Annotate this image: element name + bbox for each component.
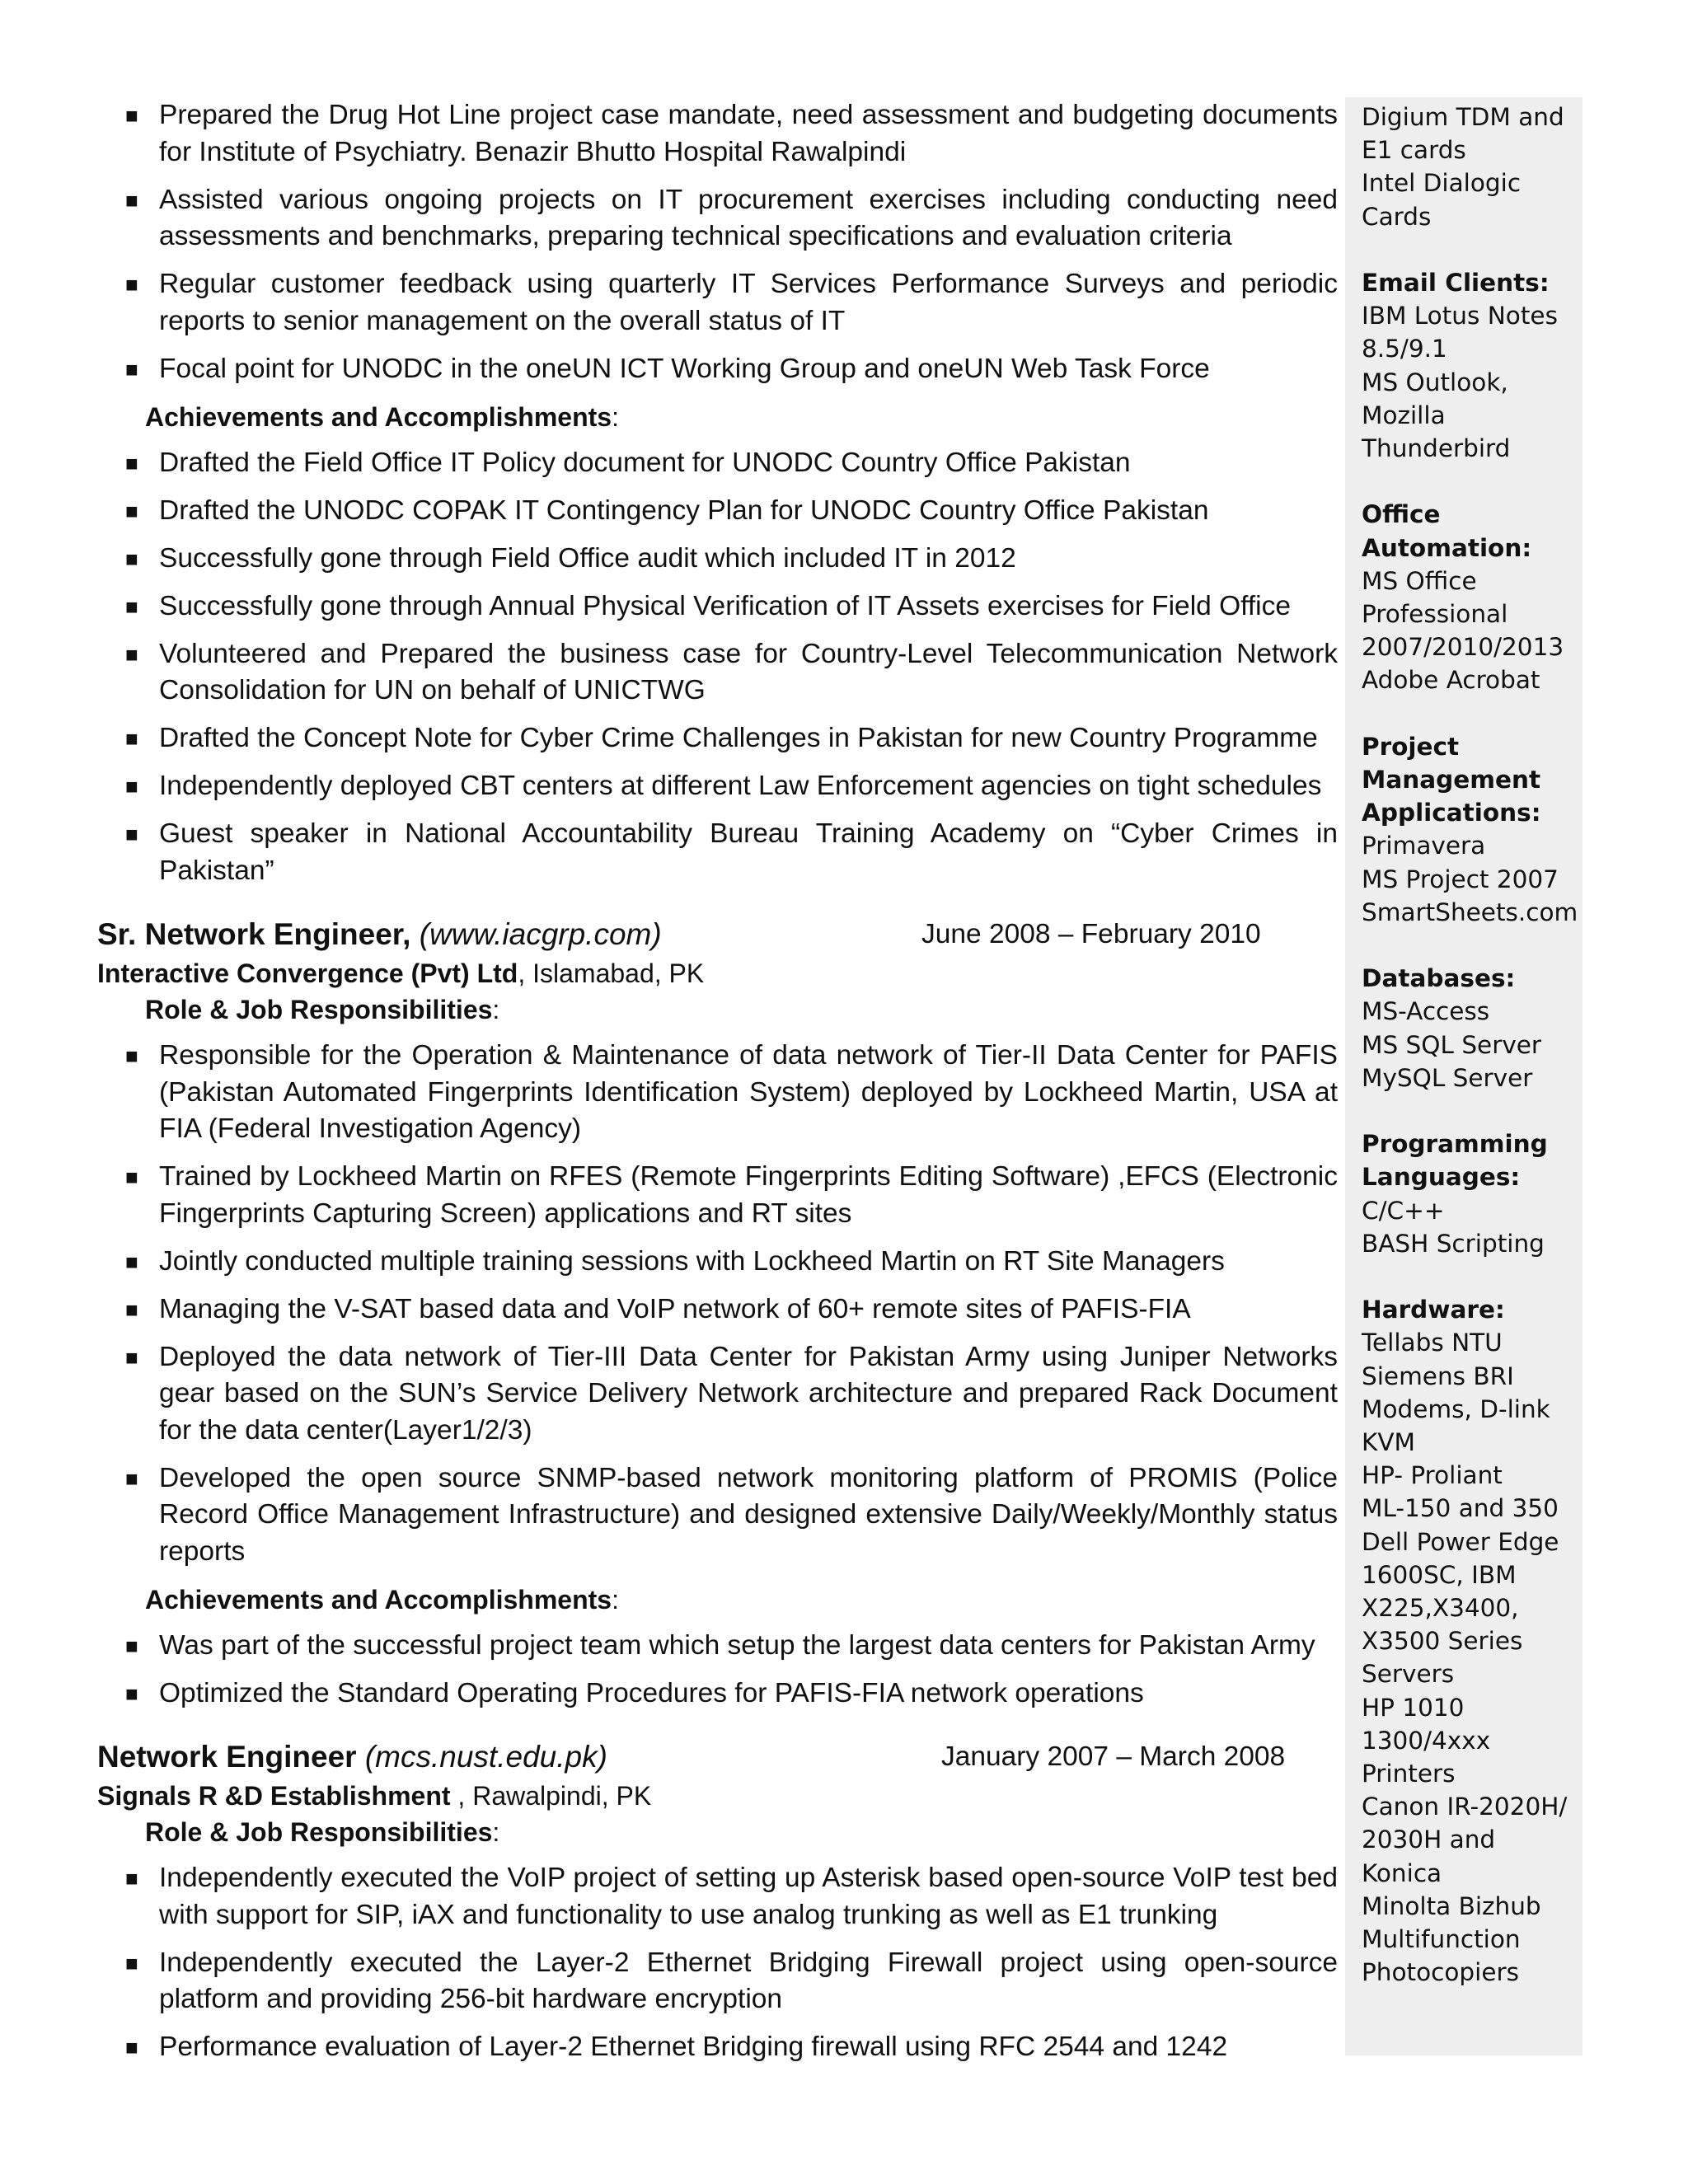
bullet-icon: ■: [125, 774, 138, 799]
sidebar-heading: Hardware:: [1362, 1296, 1505, 1324]
bullet-icon: ■: [125, 2035, 138, 2060]
list-item: ■ Prepared the Drug Hot Line project case mandate, need assessment and budgeting documents for Institute of Psychiatry. Benazir Bhutto Hospital Rawalpindi: [97, 97, 1338, 171]
list-item: ■ Was part of the successful project team which setup the largest data centers for Pakistan Army: [97, 1628, 1338, 1665]
bullet-icon: ■: [125, 1465, 138, 1491]
sidebar-heading: Project: [1362, 732, 1460, 761]
sidebar-heading: Email Clients:: [1362, 269, 1550, 297]
list-item: ■ Deployed the data network of Tier-III Data Center for Pakistan Army using Juniper Networks gear based on the SUN’s Service Delivery Network architecture and prepared Rack Document for the data center(Layer1/2/3): [97, 1339, 1338, 1450]
bullet-icon: ■: [125, 1344, 138, 1370]
responsibilities-list: [97, 1860, 1338, 2066]
list-item: ■ Focal point for UNODC in the oneUN ICT Working Group and oneUN Web Task Force: [97, 351, 1338, 388]
sidebar-group-hardware: Hardware: Tellabs NTU Siemens BRI Modems, D-link KVM HP- Proliant ML-150 and 350 Dell Power Edge 1600SC, IBM X225,X3400, X3500 Series Servers HP 1010 1300/4xxx Printers Canon IR-2020H/ 2030H and Konica Minolta Bizhub Multifunction Photocopiers: [1362, 1293, 1582, 1989]
company-location: , Rawalpindi, PK: [450, 1781, 652, 1811]
company-line: [97, 955, 1338, 991]
list-item: ■ Managing the V-SAT based data and VoIP network of 60+ remote sites of PAFIS-FIA: [97, 1291, 1338, 1329]
bullet-icon: ■: [125, 641, 138, 667]
bullet-icon: ■: [125, 450, 138, 476]
bullet-icon: ■: [125, 1633, 138, 1658]
list-item: ■ Successfully gone through Annual Physical Verification of IT Assets exercises for Field Office: [97, 588, 1338, 626]
list-item: ■ Independently executed the Layer-2 Ethernet Bridging Firewall project using open-source platform and providing 256-bit hardware encryption: [97, 1945, 1338, 2018]
bullet-icon: ■: [125, 726, 138, 751]
resume-main-column: [97, 97, 1338, 2077]
achievements-heading: Achievements and Accomplishments:: [145, 1584, 619, 1615]
sidebar-heading: Office: [1362, 500, 1441, 529]
top-bullet-list: [97, 97, 1338, 387]
list-item: ■ Successfully gone through Field Office audit which included IT in 2012: [97, 541, 1338, 578]
list-item: ■ Developed the open source SNMP-based network monitoring platform of PROMIS (Police Record Office Management Infrastructure) and designed extensive Daily/Weekly/Monthly status reports: [97, 1460, 1338, 1571]
sidebar-group-telephony: Digium TDM and E1 cards Intel Dialogic Cards: [1362, 103, 1564, 231]
bullet-icon: ■: [125, 1950, 138, 1975]
bullet-icon: ■: [125, 187, 138, 213]
sidebar-heading: Applications:: [1362, 799, 1541, 827]
achievements-heading: Achievements and Accomplishments:: [145, 401, 619, 432]
list-item: ■ Regular customer feedback using quarterly IT Services Performance Surveys and periodic reports to senior management on the overall status of IT: [97, 266, 1338, 340]
job-section-iacgrp: [97, 914, 1338, 1712]
list-item: ■ Volunteered and Prepared the business case for Country-Level Telecommunication Network Consolidation for UN on behalf of UNICTWG: [97, 636, 1338, 710]
responsibilities-list: [97, 1038, 1338, 1570]
bullet-icon: ■: [125, 498, 138, 523]
sidebar-group-project-management: Project Management Applications: Primavera MS Project 2007 SmartSheets.com: [1362, 730, 1582, 929]
sidebar-heading: Management: [1362, 766, 1541, 794]
bullet-icon: ■: [125, 1296, 138, 1322]
bullet-icon: ■: [125, 822, 138, 846]
company-location: , Islamabad, PK: [518, 958, 705, 988]
achievements-list: [97, 1628, 1338, 1713]
sidebar-heading: Languages:: [1362, 1163, 1521, 1192]
company-website: (www.iacgrp.com): [419, 917, 662, 951]
bullet-icon: ■: [125, 593, 138, 619]
list-item: ■ Drafted the Field Office IT Policy document for UNODC Country Office Pakistan: [97, 445, 1338, 482]
company-name: Signals R &D Establishment: [97, 1781, 451, 1811]
list-item: ■ Jointly conducted multiple training sessions with Lockheed Martin on RT Site Managers: [97, 1244, 1338, 1281]
list-item: ■ Independently executed the VoIP project of setting up Asterisk based open-source VoIP test bed with support for SIP, iAX and functionality to use analog trunking as well as E1 trunking: [97, 1860, 1338, 1933]
bullet-icon: ■: [125, 1680, 138, 1706]
job-section-nust: [97, 1736, 1338, 2066]
role-heading: Role & Job Responsibilities:: [145, 995, 500, 1024]
sidebar-heading: Databases:: [1362, 964, 1516, 993]
list-item: ■ Drafted the Concept Note for Cyber Crime Challenges in Pakistan for new Country Programme: [97, 720, 1338, 757]
bullet-icon: ■: [125, 1043, 138, 1068]
list-item: ■ Trained by Lockheed Martin on RFES (Remote Fingerprints Editing Software) ,EFCS (Electronic Fingerprints Capturing Screen) applications and RT sites: [97, 1159, 1338, 1232]
list-item: ■ Drafted the UNODC COPAK IT Contingency Plan for UNODC Country Office Pakistan: [97, 493, 1338, 530]
achievements-list: [97, 445, 1338, 890]
job-title: Sr. Network Engineer, (www.iacgrp.com) June 2008 – February 2010: [97, 914, 1338, 955]
list-item: ■ Independently deployed CBT centers at different Law Enforcement agencies on tight schedules: [97, 768, 1338, 805]
bullet-icon: ■: [125, 272, 138, 297]
bullet-icon: ■: [125, 356, 138, 382]
sidebar-heading: Automation:: [1362, 533, 1532, 562]
list-item: ■ Guest speaker in National Accountability Bureau Training Academy on “Cyber Crimes in Pakistan”: [97, 816, 1338, 889]
list-item: ■ Optimized the Standard Operating Procedures for PAFIS-FIA network operations: [97, 1675, 1338, 1713]
sidebar-heading: Programming: [1362, 1130, 1548, 1159]
company-line: [97, 1778, 1338, 1814]
sidebar-group-office-automation: Office Automation: MS Office Professional 2007/2010/2013 Adobe Acrobat: [1362, 498, 1582, 696]
list-item: ■ Assisted various ongoing projects on IT procurement exercises including conducting need assessments and benchmarks, preparing technical specifications and evaluation criteria: [97, 182, 1338, 255]
bullet-icon: ■: [125, 103, 138, 128]
bullet-icon: ■: [125, 546, 138, 571]
role-heading: Role & Job Responsibilities:: [145, 1817, 500, 1847]
skills-sidebar: [1345, 97, 1582, 2055]
sidebar-group-databases: Databases: MS-Access MS SQL Server MySQL Server: [1362, 962, 1582, 1094]
company-name: Interactive Convergence (Pvt) Ltd: [97, 958, 518, 988]
job-dates: June 2008 – February 2010: [921, 919, 1261, 949]
sidebar-group-programming: Programming Languages: C/C++ BASH Scripting: [1362, 1127, 1582, 1260]
bullet-icon: ■: [125, 1866, 138, 1891]
sidebar-group-email-clients: Email Clients: IBM Lotus Notes 8.5/9.1 MS Outlook, Mozilla Thunderbird: [1362, 266, 1582, 465]
company-website: (mcs.nust.edu.pk): [364, 1740, 607, 1774]
list-item: ■ Responsible for the Operation & Maintenance of data network of Tier-II Data Center for PAFIS (Pakistan Automated Fingerprints Identification System) deployed by Lockheed Martin, USA at FIA (Federal Investigation Agency): [97, 1038, 1338, 1148]
bullet-icon: ■: [125, 1165, 138, 1189]
list-item: ■ Performance evaluation of Layer-2 Ethernet Bridging firewall using RFC 2544 and 1242: [97, 2029, 1338, 2066]
job-title: Network Engineer (mcs.nust.edu.pk) January 2007 – March 2008: [97, 1736, 1338, 1778]
job-dates: January 2007 – March 2008: [941, 1741, 1286, 1772]
bullet-icon: ■: [125, 1249, 138, 1274]
